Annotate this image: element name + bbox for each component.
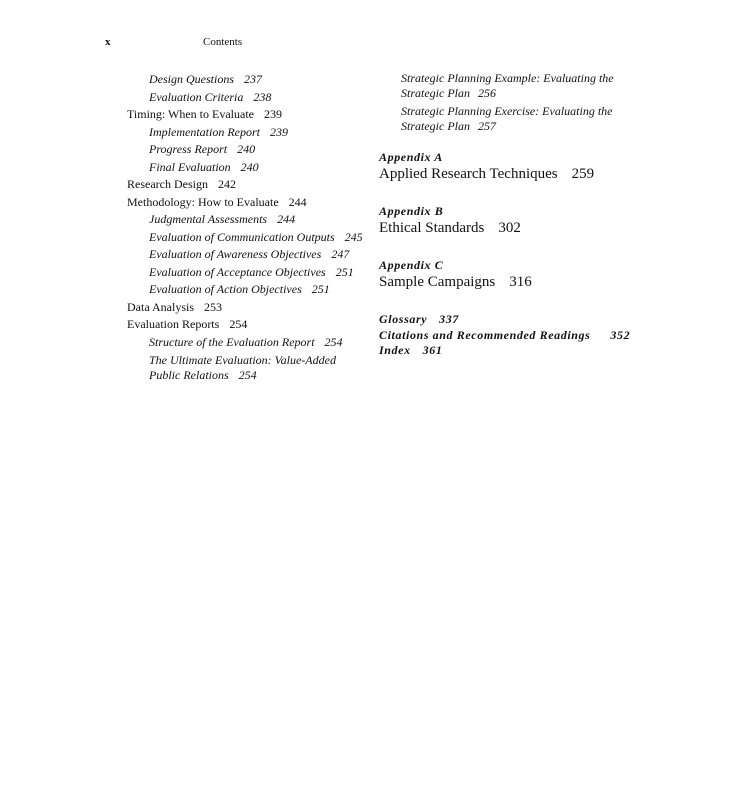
toc-entry: Evaluation of Communication Outputs 245 [149,229,363,244]
toc-entry: Structure of the Evaluation Report 254 [149,334,343,349]
index-entry: Index 361 [379,343,443,357]
toc-entry: Strategic Planning Example: Evaluating the Strategic Plan 256 [401,71,614,100]
page-number: x [105,36,111,48]
toc-entry: Evaluation of Action Objectives 251 [149,282,330,296]
toc-left-column [127,71,377,383]
toc-entry: Strategic Planning Exercise: Evaluating the Strategic Plan 257 [401,104,613,133]
appendix-label: Appendix B [379,204,444,218]
toc-entry: The Ultimate Evaluation: Value-Added Public Relations 254 [149,353,336,382]
toc-entry: Design Questions 237 [149,72,262,86]
toc-entry: Progress Report 240 [149,142,256,156]
toc-entry: Judgmental Assessments 244 [149,212,296,226]
toc-right-column [379,71,639,359]
toc-entry: Research Design 242 [127,177,236,191]
toc-entry: Methodology: How to Evaluate 244 [127,194,307,209]
page-header [0,36,736,52]
toc-entry: Timing: When to Evaluate 239 [127,107,282,121]
toc-entry: Evaluation of Awareness Objectives 247 [149,247,350,261]
appendix-title: Applied Research Techniques 259 [379,166,595,182]
running-head: Contents [203,36,243,48]
citations-entry: Citations and Recommended Readings 352 [379,327,631,342]
back-matter [379,312,639,359]
appendix-label: Appendix A [379,150,443,164]
toc-entry: Evaluation Reports 254 [127,317,248,331]
appendix-a [379,150,639,183]
toc-entry: Final Evaluation 240 [149,159,259,174]
glossary-entry: Glossary 337 [379,312,459,326]
toc-entry: Implementation Report 239 [149,124,288,139]
appendix-label: Appendix C [379,258,444,272]
appendix-b [379,204,639,237]
toc-entry: Data Analysis 253 [127,299,222,314]
appendix-title: Ethical Standards 302 [379,220,521,236]
toc-entry: Evaluation Criteria 238 [149,89,272,104]
toc-entry: Evaluation of Acceptance Objectives 251 [149,264,354,279]
appendix-c [379,258,639,291]
appendix-title: Sample Campaigns 316 [379,274,532,290]
